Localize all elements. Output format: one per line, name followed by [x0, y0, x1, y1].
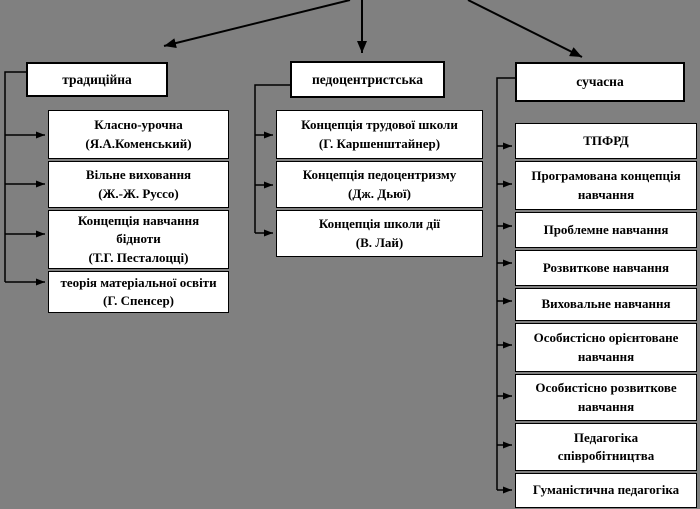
node-osobystisno-oriientovane	[515, 323, 697, 372]
node-label: традиційна	[62, 71, 132, 87]
node-tpfrd	[515, 123, 697, 159]
node-line: навчання	[577, 398, 635, 414]
node-line: навчання	[577, 186, 635, 202]
node-navchannia-bidnoty	[48, 210, 229, 269]
node-prohramovana-kontseptsiia	[515, 161, 697, 210]
node-line: (Дж. Дьюї)	[348, 185, 411, 201]
node-line: (Ж.-Ж. Руссо)	[98, 185, 179, 201]
node-pedocentric-header	[290, 61, 445, 98]
modern-trunk	[497, 78, 515, 490]
node-problemne-navchannia	[515, 212, 697, 248]
node-humanistychna-pedahohika	[515, 473, 697, 508]
top-arrows	[164, 0, 582, 57]
node-line: Розвиткове навчання	[542, 259, 670, 275]
node-line: Особистісно розвиткове	[535, 380, 677, 396]
node-line: співробітництва	[557, 448, 655, 463]
node-label: сучасна	[576, 74, 624, 90]
node-line: Класно-урочна	[94, 117, 183, 133]
node-line: (Г. Спенсер)	[102, 293, 175, 308]
node-pedotsentryzm	[276, 161, 483, 208]
node-line: ТПФРД	[583, 132, 629, 148]
traditional-trunk	[5, 72, 26, 282]
node-line: бідноти	[116, 231, 161, 247]
node-traditional-header	[26, 62, 168, 97]
node-osobystisno-rozvytkove	[515, 374, 697, 421]
node-line: Концепція навчання	[77, 212, 200, 228]
arrow-to-modern	[468, 0, 582, 57]
node-klasno-urochna	[48, 110, 229, 159]
node-line: Концепція трудової школи	[301, 117, 458, 133]
traditional-branch	[5, 72, 45, 282]
modern-branch	[497, 78, 515, 490]
node-line: (В. Лай)	[355, 234, 404, 250]
node-line: Концепція школи дії	[318, 216, 441, 232]
node-line: (Т.Г. Песталоцці)	[88, 249, 189, 265]
node-line: Гуманістична педагогіка	[532, 482, 680, 498]
node-line: (Я.А.Коменський)	[85, 135, 192, 151]
arrow-to-traditional	[164, 0, 350, 46]
node-shkola-dii	[276, 210, 483, 257]
node-vykhovalne-navchannia	[515, 288, 697, 321]
node-label: педоцентристська	[311, 71, 424, 87]
node-modern-header	[515, 62, 685, 102]
node-vilne-vykhovannia	[48, 161, 229, 208]
node-teoriia-materialnoi-osvity	[48, 271, 229, 313]
node-rozvytkove-navchannia	[515, 250, 697, 286]
node-line: Концепція педоцентризму	[302, 167, 457, 183]
node-line: (Г. Каршенштайнер)	[318, 135, 441, 151]
node-line: Педагогіка	[573, 429, 639, 445]
node-trudova-shkola	[276, 110, 483, 159]
node-line: Програмована концепція	[531, 168, 681, 184]
node-pedahohika-spivrobitnytstva	[515, 423, 697, 471]
node-line: Особистісно орієнтоване	[533, 330, 679, 346]
node-line: Проблемне навчання	[543, 221, 669, 237]
node-line: Вільне виховання	[85, 167, 192, 183]
node-line: Виховальне навчання	[541, 296, 671, 312]
node-line: теорія матеріальної освіти	[60, 274, 217, 290]
node-line: навчання	[577, 348, 635, 364]
